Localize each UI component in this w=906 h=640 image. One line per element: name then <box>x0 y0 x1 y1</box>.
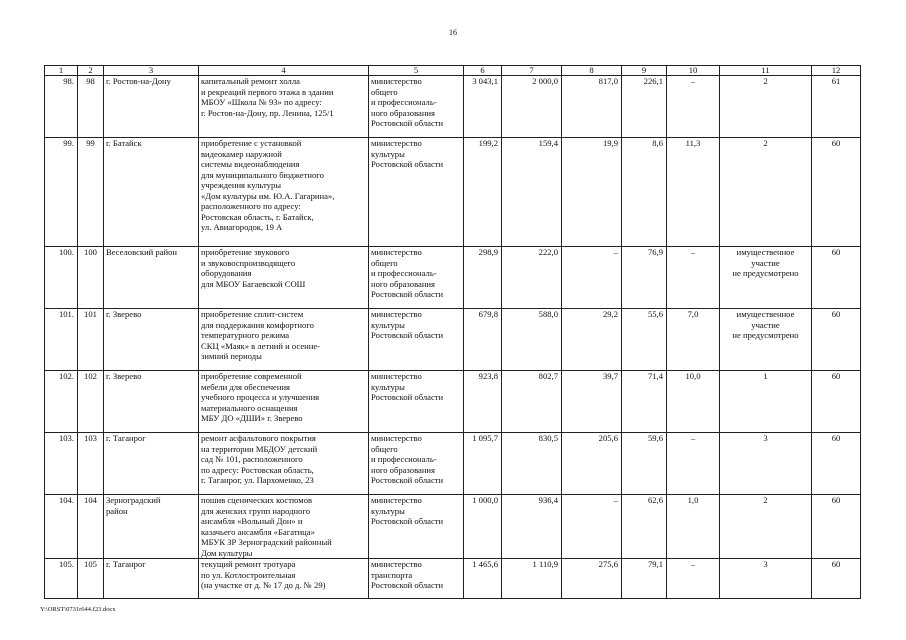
municipality-cell: Веселовский район <box>104 247 199 309</box>
amount-col-10: 7,0 <box>667 309 720 371</box>
score-cell: 60 <box>812 433 861 495</box>
participation-cell: 2 <box>720 138 812 247</box>
item-number: 101 <box>78 309 104 371</box>
ministry-cell: министерство общего и профессиональ- ного образования Ростовской области <box>369 433 464 495</box>
total-amount: 199,2 <box>464 138 502 247</box>
ministry-cell: министерство культуры Ростовской области <box>369 138 464 247</box>
description-cell: текущий ремонт тротуара по ул. Котлостроительная (на участке от д. № 17 до д. № 29) <box>199 559 369 599</box>
column-header: 6 <box>464 66 502 76</box>
row-number: 101. <box>45 309 78 371</box>
amount-col-10: – <box>667 76 720 138</box>
regional-amount: 802,7 <box>502 371 562 433</box>
municipality-cell: г. Зверево <box>104 371 199 433</box>
score-cell: 60 <box>812 138 861 247</box>
regional-amount: 1 110,9 <box>502 559 562 599</box>
total-amount: 3 043,1 <box>464 76 502 138</box>
column-header: 3 <box>104 66 199 76</box>
page-number: 16 <box>449 28 457 37</box>
amount-col-10: – <box>667 433 720 495</box>
row-number: 99. <box>45 138 78 247</box>
amount-col-9: 8,6 <box>622 138 667 247</box>
description-cell: приобретение сплит-систем для поддержания комфортного температурного режима СКЦ «Маяк» в летний и осенне- зимний периоды <box>199 309 369 371</box>
item-number: 102 <box>78 371 104 433</box>
column-header: 8 <box>562 66 622 76</box>
column-number-row <box>45 66 861 76</box>
regional-amount: 936,4 <box>502 495 562 559</box>
row-number: 104. <box>45 495 78 559</box>
total-amount: 1 000,0 <box>464 495 502 559</box>
table-row <box>45 247 861 309</box>
description-cell: ремонт асфальтового покрытия на территории МБДОУ детский сад № 101, расположенного по адресу: Ростовская область, г. Таганрог, ул. Пархоменко, 23 <box>199 433 369 495</box>
total-amount: 679,8 <box>464 309 502 371</box>
description-cell: приобретение современной мебели для обеспечения учебного процесса и улучшения материального оснащения МБУ ДО «ДШИ» г. Зверево <box>199 371 369 433</box>
total-amount: 1 095,7 <box>464 433 502 495</box>
row-number: 100. <box>45 247 78 309</box>
regional-amount: 588,0 <box>502 309 562 371</box>
ministry-cell: министерство общего и профессиональ- ного образования Ростовской области <box>369 76 464 138</box>
local-amount: 29,2 <box>562 309 622 371</box>
column-header: 7 <box>502 66 562 76</box>
row-number: 102. <box>45 371 78 433</box>
column-header: 11 <box>720 66 812 76</box>
amount-col-9: 79,1 <box>622 559 667 599</box>
participation-cell: 2 <box>720 76 812 138</box>
table-row <box>45 138 861 247</box>
score-cell: 60 <box>812 247 861 309</box>
score-cell: 60 <box>812 559 861 599</box>
score-cell: 60 <box>812 371 861 433</box>
total-amount: 1 465,6 <box>464 559 502 599</box>
amount-col-9: 71,4 <box>622 371 667 433</box>
column-header: 12 <box>812 66 861 76</box>
column-header: 10 <box>667 66 720 76</box>
participation-cell: имущественное участие не предусмотрено <box>720 309 812 371</box>
ministry-cell: министерство культуры Ростовской области <box>369 309 464 371</box>
document-table <box>44 65 861 599</box>
local-amount: 275,6 <box>562 559 622 599</box>
ministry-cell: министерство культуры Ростовской области <box>369 371 464 433</box>
municipality-cell: г. Таганрог <box>104 559 199 599</box>
file-path-footer: Y:\ORST\0731r644.f23.docx <box>40 606 116 613</box>
local-amount: – <box>562 247 622 309</box>
amount-col-9: 55,6 <box>622 309 667 371</box>
municipality-cell: г. Батайск <box>104 138 199 247</box>
total-amount: 923,8 <box>464 371 502 433</box>
item-number: 100 <box>78 247 104 309</box>
total-amount: 298,9 <box>464 247 502 309</box>
municipality-cell: г. Зверево <box>104 309 199 371</box>
table-row <box>45 371 861 433</box>
score-cell: 60 <box>812 309 861 371</box>
amount-col-9: 59,6 <box>622 433 667 495</box>
row-number: 103. <box>45 433 78 495</box>
score-cell: 61 <box>812 76 861 138</box>
regional-amount: 159,4 <box>502 138 562 247</box>
column-header: 1 <box>45 66 78 76</box>
description-cell: пошив сценических костюмов для женских групп народного ансамбля «Вольный Дон» и казачьего ансамбля «Багатица» МБУК ЗР Зерноградский районный Дом культуры <box>199 495 369 559</box>
participation-cell: 2 <box>720 495 812 559</box>
amount-col-9: 226,1 <box>622 76 667 138</box>
participation-cell: 1 <box>720 371 812 433</box>
local-amount: 817,0 <box>562 76 622 138</box>
amount-col-10: 10,0 <box>667 371 720 433</box>
table-row <box>45 433 861 495</box>
amount-col-9: 62,6 <box>622 495 667 559</box>
column-header: 2 <box>78 66 104 76</box>
participation-cell: имущественное участие не предусмотрено <box>720 247 812 309</box>
participation-cell: 3 <box>720 559 812 599</box>
local-amount: 205,6 <box>562 433 622 495</box>
table-row <box>45 309 861 371</box>
municipality-cell: г. Таганрог <box>104 433 199 495</box>
item-number: 98 <box>78 76 104 138</box>
row-number: 105. <box>45 559 78 599</box>
ministry-cell: министерство транспорта Ростовской области <box>369 559 464 599</box>
amount-col-9: 76,9 <box>622 247 667 309</box>
description-cell: приобретение звукового и звуковоспроизводящего оборудования для МБОУ Багаевской СОШ <box>199 247 369 309</box>
amount-col-10: – <box>667 559 720 599</box>
description-cell: приобретение с установкой видеокамер наружной системы видеонаблюдения для муниципального бюджетного учреждения культуры «Дом культуры им. Ю.А. Гагарина», расположенного по адресу: Ростовская область, г. Батайск, ул. Авиагородок, 19 А <box>199 138 369 247</box>
item-number: 104 <box>78 495 104 559</box>
local-amount: – <box>562 495 622 559</box>
column-header: 4 <box>199 66 369 76</box>
regional-amount: 830,5 <box>502 433 562 495</box>
regional-amount: 2 000,0 <box>502 76 562 138</box>
table-row <box>45 495 861 559</box>
score-cell: 60 <box>812 495 861 559</box>
amount-col-10: 1,0 <box>667 495 720 559</box>
regional-amount: 222,0 <box>502 247 562 309</box>
row-number: 98. <box>45 76 78 138</box>
item-number: 103 <box>78 433 104 495</box>
municipality-cell: г. Ростов-на-Дону <box>104 76 199 138</box>
table-row <box>45 559 861 599</box>
item-number: 105 <box>78 559 104 599</box>
participation-cell: 3 <box>720 433 812 495</box>
local-amount: 39,7 <box>562 371 622 433</box>
column-header: 9 <box>622 66 667 76</box>
description-cell: капитальный ремонт холла и рекреаций первого этажа в здании МБОУ «Школа № 93» по адресу: г. Ростов-на-Дону, пр. Ленина, 125/1 <box>199 76 369 138</box>
municipality-cell: Зерноградский район <box>104 495 199 559</box>
local-amount: 19,9 <box>562 138 622 247</box>
ministry-cell: министерство культуры Ростовской области <box>369 495 464 559</box>
amount-col-10: 11,3 <box>667 138 720 247</box>
table-row <box>45 76 861 138</box>
ministry-cell: министерство общего и профессиональ- ного образования Ростовской области <box>369 247 464 309</box>
amount-col-10: – <box>667 247 720 309</box>
item-number: 99 <box>78 138 104 247</box>
column-header: 5 <box>369 66 464 76</box>
